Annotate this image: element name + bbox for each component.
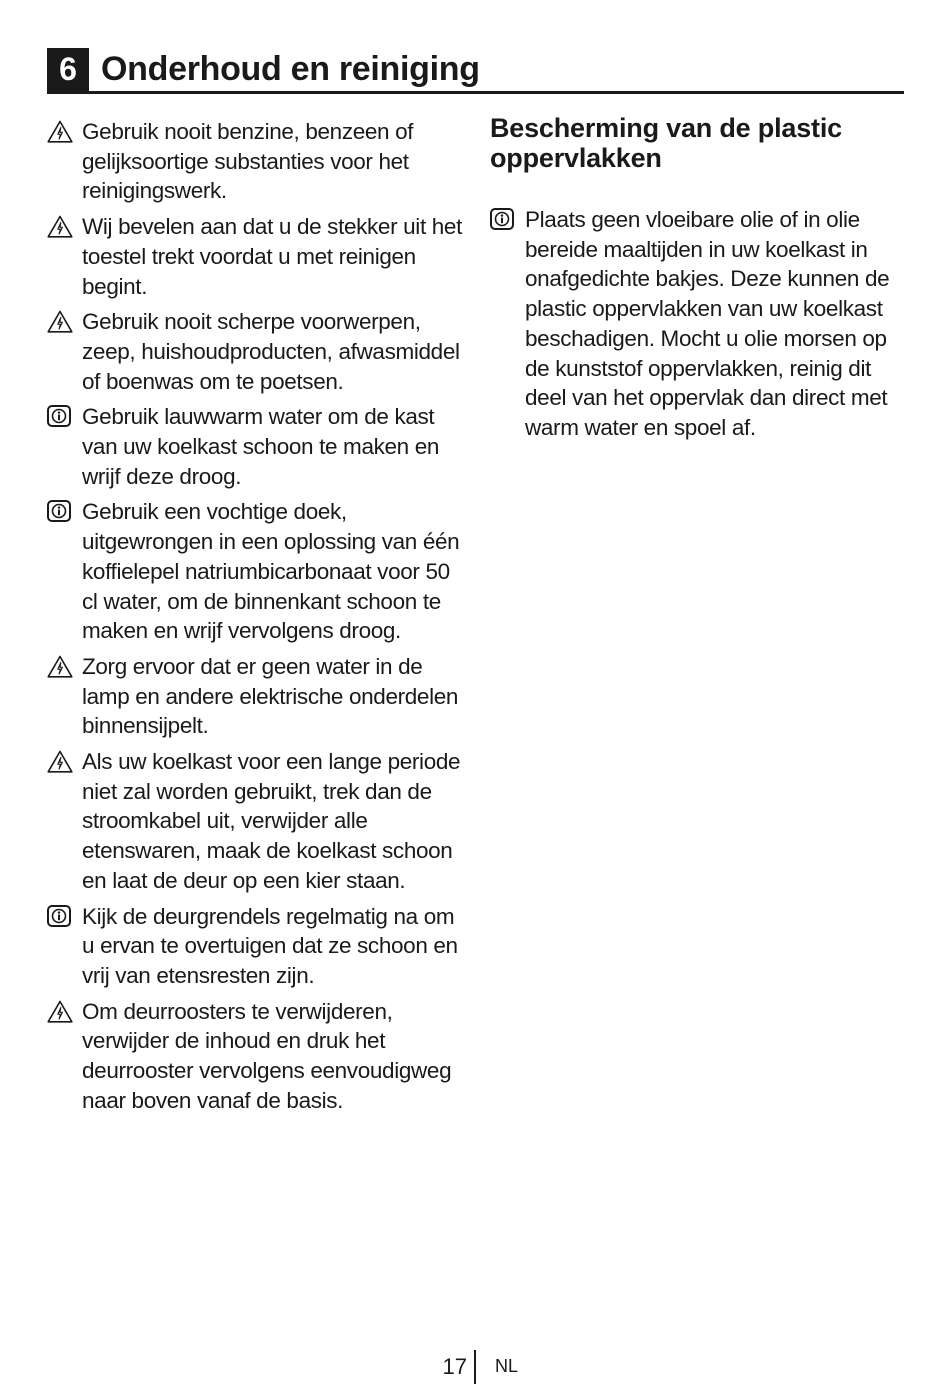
warning-triangle-icon [47,1000,73,1024]
item-text: Gebruik een vochtige doek, uitgewrongen in een oplossing van één koffielepel natriumbicarbonaat voor 50 cl water, om de binnenkant schoon te maken en wrijf vervolgens droog. [82,499,460,644]
footer-divider [474,1350,476,1384]
item-text: Gebruik nooit benzine, benzeen of gelijksoortige substanties voor het reinigingswerk. [82,119,414,204]
left-column [47,117,467,1122]
list-item [47,497,467,646]
item-text: Wij bevelen aan dat u de stekker uit het toestel trekt voordat u met reinigen begint. [82,214,462,299]
info-icon [47,500,73,524]
item-text: Zorg ervoor dat er geen water in de lamp en andere elektrische onderdelen binnensijpelt. [82,653,459,739]
section-title: Bescherming van de plastic oppervlakken [490,113,842,173]
item-text: Als uw koelkast voor een lange periode niet zal worden gebruikt, trek dan de stroomkabel uit, verwijder alle etenswaren, maak de koelkast schoon en laat de deur op een kier staan. [82,749,461,893]
item-text: Kijk de deurgrendels regelmatig na om u ervan te overtuigen dat ze schoon en vrij van etensresten zijn. [82,903,458,988]
right-column-items [490,205,904,443]
list-item [47,212,467,301]
warning-triangle-icon [47,655,73,679]
list-item [47,902,467,991]
item-text: Plaats geen vloeibare olie of in olie bereide maaltijden in uw koelkast in onafgedichte bakjes. Deze kunnen de plastic oppervlakken van uw koelkast beschadigen. Mocht u olie morsen op de kunststof oppervlakken, reinig dit deel van het oppervlak dan direct met warm water en spoel af. [525,207,890,440]
list-item [47,997,467,1116]
warning-triangle-icon [47,310,73,334]
chapter-header [47,48,904,94]
item-text: Gebruik lauwwarm water om de kast van uw koelkast schoon te maken en wrijf deze droog. [82,404,440,489]
list-item [47,117,467,206]
item-text: Gebruik nooit scherpe voorwerpen, zeep, huishoudproducten, afwasmiddel of boenwas om te poetsen. [82,309,460,394]
right-column [490,113,904,449]
language-code: NL [495,1356,519,1376]
page-number: 17 [442,1354,467,1379]
list-item [47,747,467,896]
chapter-number: 6 [47,48,89,91]
list-item [490,205,904,443]
warning-triangle-icon [47,215,73,239]
page-footer [0,1348,950,1388]
warning-triangle-icon [47,120,73,144]
info-icon [47,405,73,429]
list-item [47,402,467,491]
list-item [47,652,467,741]
chapter-title: Onderhoud en reiniging [101,50,480,88]
info-icon [47,905,73,929]
item-text: Om deurroosters te verwijderen, verwijder de inhoud en druk het deurrooster vervolgens eenvoudigweg naar boven vanaf de basis. [82,998,452,1113]
info-icon [490,208,516,232]
warning-triangle-icon [47,750,73,774]
list-item [47,307,467,396]
